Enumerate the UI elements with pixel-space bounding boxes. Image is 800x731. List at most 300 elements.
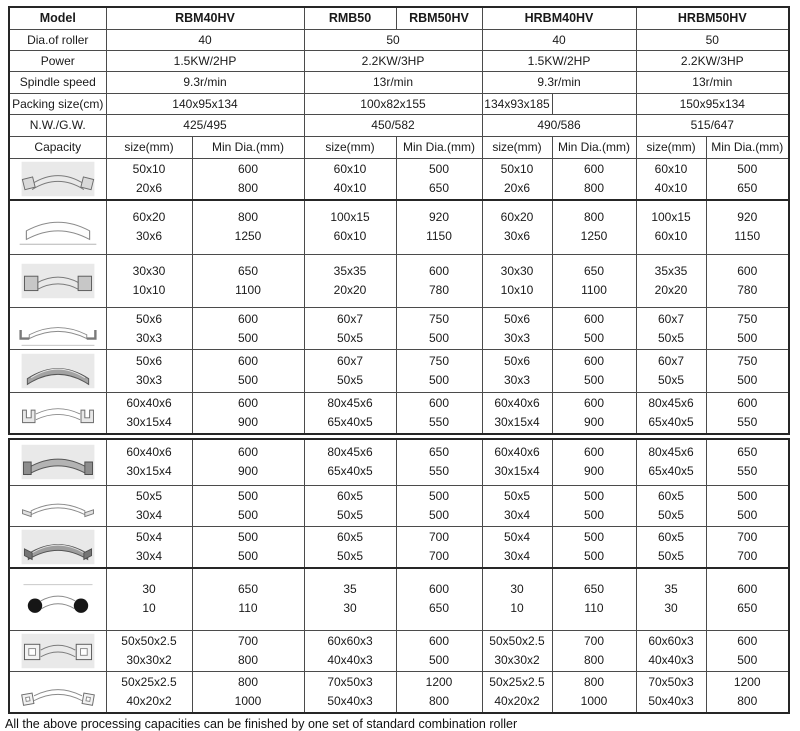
size-value: 30x30 — [132, 264, 166, 278]
capacity-min-dia-cell — [552, 200, 636, 255]
min-dia-value: 800 — [237, 675, 259, 689]
size-value: 10 — [142, 601, 156, 616]
capacity-size-cell — [106, 308, 192, 350]
min-dia-value: 650 — [583, 582, 605, 597]
min-dia-value: 550 — [737, 464, 758, 479]
min-dia-value: 600 — [583, 354, 605, 368]
spec-value-cell: 2.2KW/3HP — [304, 50, 482, 71]
min-dia-value: 800 — [428, 694, 450, 708]
spec-value-cell: 425/495 — [106, 114, 304, 136]
size-value: 50x5 — [657, 507, 685, 522]
size-value: 30 — [142, 582, 156, 597]
size-value: 80x45x6 — [327, 445, 373, 460]
capacity-label-cell: Capacity — [9, 136, 106, 158]
size-header-cell: size(mm) — [482, 136, 552, 158]
size-value: 10x10 — [132, 283, 166, 297]
capacity-min-dia-cell — [396, 158, 482, 200]
tee-bar-leg-out-icon — [12, 486, 104, 526]
min-dia-value: 500 — [737, 161, 758, 176]
capacity-size-cell — [304, 393, 396, 435]
model-name-cell: RMB50 — [304, 7, 396, 29]
size-value: 60x40x6 — [494, 396, 540, 410]
min-dia-value: 500 — [737, 488, 758, 503]
capacity-min-dia-cell — [396, 631, 482, 672]
min-dia-value: 1200 — [425, 675, 453, 689]
capacity-min-dia-cell — [552, 393, 636, 435]
spec-value-cell: 1.5KW/2HP — [106, 50, 304, 71]
capacity-icon-cell — [9, 200, 106, 255]
rect-tube-icon — [12, 672, 104, 712]
spec-row-packing-size — [9, 93, 789, 114]
min-dia-value: 650 — [428, 180, 450, 195]
capacity-size-cell — [106, 158, 192, 200]
capacity-min-dia-cell — [552, 350, 636, 393]
min-dia-value: 650 — [737, 601, 758, 616]
capacity-size-cell — [482, 631, 552, 672]
channel-legs-in-icon — [12, 442, 104, 482]
size-value: 60x7 — [658, 311, 685, 326]
spec-value-cell: 150x95x134 — [636, 93, 789, 114]
capacity-min-dia-cell — [706, 568, 789, 631]
min-dia-value: 500 — [237, 507, 259, 522]
size-value: 60x10 — [654, 229, 688, 244]
size-value: 60x60x3 — [327, 634, 373, 648]
size-value: 50x4 — [135, 529, 163, 544]
min-dia-value: 110 — [238, 601, 258, 616]
min-dia-value: 800 — [737, 694, 758, 708]
min-dia-header-cell: Min Dia.(mm) — [396, 136, 482, 158]
size-value: 50x5 — [657, 548, 685, 563]
size-value: 50x5 — [336, 548, 364, 563]
min-dia-value: 700 — [428, 529, 450, 544]
spec-value-cell: 9.3r/min — [482, 71, 636, 93]
min-dia-value: 500 — [583, 507, 605, 522]
angle-leg-in-icon — [12, 351, 104, 391]
min-dia-value: 750 — [428, 354, 450, 368]
size-value: 40x40x3 — [327, 653, 373, 667]
spec-value-cell: 13r/min — [304, 71, 482, 93]
spec-value-cell: 50 — [636, 29, 789, 50]
min-dia-value: 500 — [583, 529, 605, 544]
size-value: 30x4 — [503, 507, 531, 522]
capacity-size-cell — [482, 158, 552, 200]
min-dia-value: 500 — [428, 330, 450, 345]
min-dia-value: 600 — [237, 396, 259, 410]
round-bar-icon — [12, 579, 104, 619]
capacity-min-dia-cell — [706, 526, 789, 568]
spec-label-cell: Dia.of roller — [9, 29, 106, 50]
capacity-min-dia-cell — [706, 308, 789, 350]
capacity-size-cell — [636, 350, 706, 393]
capacity-row — [9, 255, 789, 308]
capacity-size-cell — [636, 158, 706, 200]
capacity-size-cell — [636, 393, 706, 435]
capacity-min-dia-cell — [706, 439, 789, 485]
spec-value-cell: 2.2KW/3HP — [636, 50, 789, 71]
min-dia-value: 650 — [237, 264, 259, 278]
size-value: 50x5 — [336, 373, 364, 387]
min-dia-value: 600 — [428, 264, 450, 278]
size-value: 50x5 — [336, 507, 364, 522]
min-dia-value: 600 — [737, 582, 758, 597]
capacity-size-cell — [304, 158, 396, 200]
capacity-size-cell — [106, 439, 192, 485]
size-value: 40x10 — [654, 180, 688, 195]
capacity-size-cell — [482, 672, 552, 714]
size-value: 50x6 — [503, 354, 531, 368]
size-value: 30x4 — [503, 548, 531, 563]
min-dia-value: 500 — [237, 330, 259, 345]
min-dia-value: 650 — [428, 445, 450, 460]
capacity-min-dia-cell — [552, 526, 636, 568]
size-value: 35x35 — [333, 264, 367, 278]
capacity-min-dia-cell — [192, 631, 304, 672]
min-dia-value: 500 — [428, 161, 450, 176]
min-dia-value: 1100 — [235, 283, 261, 297]
min-dia-value: 600 — [737, 264, 758, 278]
capacity-min-dia-cell — [552, 439, 636, 485]
spec-row-spindle-speed — [9, 71, 789, 93]
min-dia-value: 700 — [737, 529, 758, 544]
size-value: 30x30 — [500, 264, 534, 278]
size-value: 100x15 — [651, 210, 691, 225]
size-value: 40x20x2 — [126, 694, 172, 708]
channel-legs-out-icon — [12, 393, 104, 433]
spec-row-nw-gw — [9, 114, 789, 136]
min-dia-value: 600 — [237, 161, 259, 176]
capacity-min-dia-cell — [706, 158, 789, 200]
size-value: 50x40x3 — [648, 694, 694, 708]
min-dia-value: 920 — [428, 210, 450, 225]
size-value: 50x4 — [503, 529, 531, 544]
size-value: 60x20 — [132, 210, 166, 225]
min-dia-value: 600 — [237, 311, 259, 326]
min-dia-value: 550 — [737, 415, 758, 429]
min-dia-value: 750 — [428, 311, 450, 326]
min-dia-header-cell: Min Dia.(mm) — [192, 136, 304, 158]
min-dia-header-cell: Min Dia.(mm) — [552, 136, 636, 158]
capacity-size-cell — [304, 200, 396, 255]
size-value: 60x5 — [657, 488, 685, 503]
min-dia-value: 500 — [428, 653, 450, 667]
capacity-size-cell — [106, 526, 192, 568]
spec-value-cell: 40 — [482, 29, 636, 50]
model-name-cell: RBM50HV — [396, 7, 482, 29]
capacity-size-cell — [106, 200, 192, 255]
min-dia-value: 800 — [237, 653, 259, 667]
capacity-min-dia-cell — [192, 158, 304, 200]
capacity-size-cell — [482, 526, 552, 568]
capacity-size-cell — [636, 439, 706, 485]
spec-value-cell-empty — [552, 93, 636, 114]
flat-bar-flat-icon — [12, 207, 104, 247]
capacity-size-cell — [636, 672, 706, 714]
size-header-cell: size(mm) — [636, 136, 706, 158]
size-value: 30x4 — [135, 548, 163, 563]
size-value: 50x50x2.5 — [121, 634, 177, 648]
capacity-min-dia-cell — [396, 672, 482, 714]
capacity-row — [9, 439, 789, 485]
footer-note: All the above processing capacities can be finished by one set of standard combination roller — [5, 717, 518, 731]
capacity-min-dia-cell — [706, 393, 789, 435]
capacity-row — [9, 526, 789, 568]
size-value: 30 — [510, 582, 524, 597]
capacity-row — [9, 672, 789, 714]
capacity-row — [9, 393, 789, 435]
spec-value-cell: 13r/min — [636, 71, 789, 93]
spec-label-cell: Power — [9, 50, 106, 71]
capacity-min-dia-cell — [396, 526, 482, 568]
min-dia-value: 500 — [583, 548, 605, 563]
min-dia-value: 650 — [428, 601, 450, 616]
capacity-size-cell — [482, 439, 552, 485]
min-dia-value: 1150 — [426, 229, 452, 244]
capacity-icon-cell — [9, 308, 106, 350]
min-dia-value: 800 — [583, 675, 605, 689]
min-dia-value: 800 — [583, 653, 605, 667]
spec-value-cell: 140x95x134 — [106, 93, 304, 114]
min-dia-value: 600 — [428, 396, 450, 410]
size-value: 60x40x6 — [494, 445, 540, 460]
capacity-min-dia-cell — [396, 568, 482, 631]
capacity-min-dia-cell — [396, 393, 482, 435]
size-value: 30x15x4 — [126, 464, 172, 479]
size-value: 60x10 — [333, 229, 367, 244]
size-value: 50x6 — [135, 311, 163, 326]
size-value: 50x10 — [500, 161, 534, 176]
capacity-size-cell — [304, 255, 396, 308]
capacity-size-cell — [106, 568, 192, 631]
size-value: 60x20 — [500, 210, 534, 225]
min-dia-value: 600 — [583, 396, 605, 410]
size-value: 70x50x3 — [327, 675, 373, 689]
size-value: 65x40x5 — [327, 415, 373, 429]
min-dia-value: 500 — [737, 373, 758, 387]
capacity-row — [9, 485, 789, 526]
capacity-row — [9, 631, 789, 672]
model-name-cell: RBM40HV — [106, 7, 304, 29]
min-dia-value: 780 — [428, 283, 450, 297]
capacity-size-cell — [482, 200, 552, 255]
capacity-min-dia-cell — [396, 308, 482, 350]
size-value: 50x6 — [135, 354, 163, 368]
capacity-min-dia-cell — [552, 485, 636, 526]
size-value: 100x15 — [330, 210, 370, 225]
square-bar-icon — [12, 261, 104, 301]
capacity-size-cell — [106, 393, 192, 435]
size-value: 40x40x3 — [648, 653, 694, 667]
spec-value-cell: 9.3r/min — [106, 71, 304, 93]
min-dia-value: 800 — [237, 180, 259, 195]
capacity-size-cell — [304, 350, 396, 393]
size-value: 50x5 — [658, 373, 685, 387]
capacity-size-cell — [106, 350, 192, 393]
spec-value-cell: 40 — [106, 29, 304, 50]
min-dia-value: 600 — [583, 161, 605, 176]
capacity-min-dia-cell — [706, 631, 789, 672]
size-value: 30 — [664, 601, 678, 616]
min-dia-value: 550 — [428, 415, 450, 429]
capacity-min-dia-cell — [396, 439, 482, 485]
size-header-cell: size(mm) — [304, 136, 396, 158]
capacity-min-dia-cell — [396, 485, 482, 526]
min-dia-value: 700 — [737, 548, 758, 563]
spec-value-cell: 1.5KW/2HP — [482, 50, 636, 71]
spec-value-cell: 50 — [304, 29, 482, 50]
min-dia-value: 1100 — [581, 283, 607, 297]
capacity-min-dia-cell — [192, 255, 304, 308]
size-value: 30x3 — [503, 373, 531, 387]
flat-bar-on-edge-icon — [12, 159, 104, 199]
size-value: 30x30x2 — [494, 653, 540, 667]
capacity-size-cell — [482, 568, 552, 631]
size-value: 65x40x5 — [648, 464, 694, 479]
size-value: 60x40x6 — [126, 445, 172, 460]
min-dia-value: 1200 — [733, 675, 761, 689]
spec-label-cell: Packing size(cm) — [9, 93, 106, 114]
spec-value-cell: 100x82x155 — [304, 93, 482, 114]
capacity-min-dia-cell — [706, 672, 789, 714]
capacity-row — [9, 200, 789, 255]
capacity-size-cell — [482, 485, 552, 526]
square-tube-icon — [12, 631, 104, 671]
min-dia-value: 780 — [737, 283, 758, 297]
size-value: 60x7 — [336, 311, 364, 326]
size-value: 60x40x6 — [126, 396, 172, 410]
spec-table-bottom — [8, 438, 790, 714]
capacity-icon-cell — [9, 631, 106, 672]
min-dia-value: 600 — [237, 354, 259, 368]
min-dia-value: 800 — [583, 210, 605, 225]
size-value: 30x15x4 — [126, 415, 172, 429]
min-dia-value: 500 — [237, 373, 259, 387]
capacity-size-cell — [636, 485, 706, 526]
spec-row-power — [9, 50, 789, 71]
size-value: 20x20 — [654, 283, 688, 297]
size-value: 10x10 — [500, 283, 534, 297]
size-value: 50x5 — [503, 488, 531, 503]
min-dia-value: 800 — [583, 180, 605, 195]
size-value: 30x30x2 — [126, 653, 172, 667]
capacity-min-dia-cell — [192, 568, 304, 631]
spec-label-cell: N.W./G.W. — [9, 114, 106, 136]
size-value: 20x6 — [503, 180, 531, 195]
spec-label-cell: Spindle speed — [9, 71, 106, 93]
capacity-size-cell — [304, 308, 396, 350]
capacity-size-cell — [482, 255, 552, 308]
size-value: 60x5 — [336, 529, 364, 544]
capacity-min-dia-cell — [192, 200, 304, 255]
size-value: 30x15x4 — [494, 415, 540, 429]
model-name-cell: HRBM40HV — [482, 7, 636, 29]
min-dia-value: 500 — [428, 488, 450, 503]
size-value: 35 — [664, 582, 678, 597]
capacity-min-dia-cell — [192, 485, 304, 526]
size-value: 20x20 — [333, 283, 367, 297]
size-value: 35 — [343, 582, 357, 597]
size-value: 60x5 — [657, 529, 685, 544]
capacity-size-cell — [304, 485, 396, 526]
min-dia-value: 900 — [583, 464, 605, 479]
min-dia-header-cell: Min Dia.(mm) — [706, 136, 789, 158]
capacity-min-dia-cell — [192, 308, 304, 350]
size-value: 50x40x3 — [327, 694, 373, 708]
model-label-cell: Model — [9, 7, 106, 29]
capacity-size-cell — [636, 568, 706, 631]
min-dia-value: 700 — [237, 634, 259, 648]
size-value: 60x10 — [654, 161, 688, 176]
model-row — [9, 7, 789, 29]
size-value: 50x50x2.5 — [489, 634, 545, 648]
min-dia-value: 600 — [237, 445, 259, 460]
size-value: 40x10 — [333, 180, 367, 195]
min-dia-value: 900 — [237, 415, 259, 429]
min-dia-value: 600 — [737, 396, 758, 410]
min-dia-value: 700 — [583, 634, 605, 648]
capacity-min-dia-cell — [552, 568, 636, 631]
capacity-icon-cell — [9, 158, 106, 200]
capacity-size-cell — [106, 672, 192, 714]
size-value: 50x25x2.5 — [489, 675, 545, 689]
capacity-min-dia-cell — [192, 393, 304, 435]
capacity-min-dia-cell — [192, 350, 304, 393]
size-value: 30x4 — [135, 507, 163, 522]
capacity-min-dia-cell — [552, 158, 636, 200]
capacity-size-cell — [482, 393, 552, 435]
min-dia-value: 650 — [237, 582, 259, 597]
min-dia-value: 500 — [428, 373, 450, 387]
spec-value-cell: 450/582 — [304, 114, 482, 136]
min-dia-value: 500 — [583, 330, 605, 345]
min-dia-value: 500 — [237, 529, 259, 544]
capacity-min-dia-cell — [552, 672, 636, 714]
min-dia-value: 700 — [428, 548, 450, 563]
tee-bar-leg-in-icon — [12, 527, 104, 567]
min-dia-value: 110 — [584, 601, 604, 616]
capacity-icon-cell — [9, 393, 106, 435]
min-dia-value: 600 — [583, 311, 605, 326]
capacity-size-cell — [304, 568, 396, 631]
size-value: 60x10 — [333, 161, 367, 176]
capacity-min-dia-cell — [552, 631, 636, 672]
capacity-icon-cell — [9, 439, 106, 485]
size-value: 30x3 — [503, 330, 531, 345]
capacity-size-cell — [304, 439, 396, 485]
capacity-size-cell — [304, 672, 396, 714]
capacity-row — [9, 308, 789, 350]
capacity-size-cell — [636, 200, 706, 255]
capacity-size-cell — [482, 308, 552, 350]
capacity-icon-cell — [9, 672, 106, 714]
capacity-min-dia-cell — [706, 350, 789, 393]
spec-value-cell: 490/586 — [482, 114, 636, 136]
size-value: 10 — [510, 601, 524, 616]
min-dia-value: 1150 — [734, 229, 761, 244]
capacity-min-dia-cell — [706, 255, 789, 308]
capacity-size-cell — [106, 485, 192, 526]
min-dia-value: 500 — [583, 373, 605, 387]
capacity-size-cell — [636, 308, 706, 350]
min-dia-value: 500 — [237, 488, 259, 503]
min-dia-value: 750 — [737, 354, 758, 368]
size-value: 40x20x2 — [494, 694, 540, 708]
min-dia-value: 600 — [583, 445, 605, 460]
capacity-min-dia-cell — [192, 526, 304, 568]
capacity-min-dia-cell — [706, 485, 789, 526]
min-dia-value: 1250 — [234, 229, 262, 244]
capacity-min-dia-cell — [396, 350, 482, 393]
min-dia-value: 650 — [737, 445, 758, 460]
